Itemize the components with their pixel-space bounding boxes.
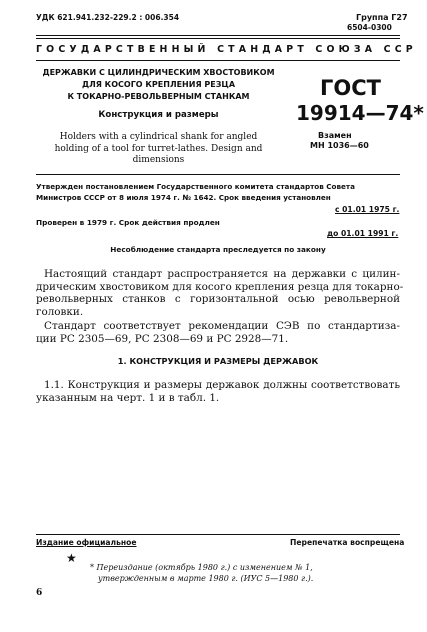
intro-paragraph-2 <box>36 320 400 345</box>
intro-p1-line-1: Настоящий стандарт распространяется на державки с цилин- <box>44 268 400 280</box>
state-standard-banner: ГОСУДАРСТВЕННЫЙ СТАНДАРТ СОЮЗА ССР <box>36 44 417 55</box>
approval-rule <box>36 174 400 175</box>
udk-code: УДК 621.941.232-229.2 : 006.354 <box>36 13 180 22</box>
star-icon: ★ <box>66 551 77 565</box>
replaces-code: МН 1036—60 <box>310 141 369 150</box>
banner-rule <box>36 60 400 61</box>
intro-p1-line-2: дрическим хвостовиком для косого крепления резца для токарно- <box>36 280 404 293</box>
title-ru-line-2: ДЛЯ КОСОГО КРЕПЛЕНИЯ РЕЗЦА <box>81 80 236 89</box>
top-rule-1 <box>36 35 400 36</box>
top-rule-2 <box>36 38 400 39</box>
date-extended: до 01.01 1991 г. <box>327 229 399 238</box>
gost-number: 19914—74* <box>296 101 424 125</box>
intro-p1-line-4: головки. <box>36 305 84 318</box>
date-introduced: с 01.01 1975 г. <box>335 205 400 214</box>
section-1-heading: 1. КОНСТРУКЦИЯ И РАЗМЕРЫ ДЕРЖАВОК <box>117 356 319 366</box>
title-ru-line-1: ДЕРЖАВКИ С ЦИЛИНДРИЧЕСКИМ ХВОСТОВИКОМ <box>42 68 275 77</box>
intro-p2-line-1: Стандарт соответствует рекомендации СЭВ по стандартиза- <box>44 320 400 332</box>
official-edition: Издание официальное <box>36 538 137 547</box>
group-code: Группа Г27 <box>356 13 408 22</box>
footnote-line-1: * Переиздание (октябрь 1980 г.) с изменением № 1, <box>90 563 313 572</box>
reprint-prohibited: Перепечатка воспрещена <box>290 538 405 547</box>
footer-rule <box>36 534 400 535</box>
title-en-line-1: Holders with a cylindrical shank for angled <box>59 132 258 142</box>
approval-line-2: Министров СССР от 8 июля 1974 г. № 1642. Срок введения установлен <box>36 193 331 202</box>
intro-p1-line-3: револьверных станков с горизонтальной осью револьверной <box>36 293 400 305</box>
title-en-line-2: holding of a tool for turret-lathes. Design and <box>54 144 263 154</box>
gost-label: ГОСТ <box>320 76 381 100</box>
okp-code: 6504-0300 <box>347 23 392 32</box>
replaces-label: Взамен <box>318 131 352 140</box>
section-1-line-2: указанным на черт. 1 и в табл. 1. <box>36 391 220 404</box>
checked-line: Проверен в 1979 г. Срок действия продлен <box>36 218 220 227</box>
title-en-line-3: dimensions <box>132 155 185 165</box>
approval-line-1: Утвержден постановлением Государственного комитета стандартов Совета <box>36 182 355 191</box>
title-ru-subtitle: Конструкция и размеры <box>98 110 219 120</box>
intro-paragraph-1 <box>36 268 404 318</box>
section-1-paragraph <box>36 379 400 404</box>
footnote-line-2: утвержденным в марте 1980 г. (ИУС 5—1980 г.). <box>98 574 314 583</box>
page-number: 6 <box>36 588 43 598</box>
law-warning: Несоблюдение стандарта преследуется по закону <box>110 245 326 254</box>
title-ru-line-3: К ТОКАРНО-РЕВОЛЬВЕРНЫМ СТАНКАМ <box>67 92 250 101</box>
intro-p2-line-2: ции РС 2305—69, РС 2308—69 и РС 2928—71. <box>36 332 289 345</box>
section-1-line-1: 1.1. Конструкция и размеры державок должны соответствовать <box>44 379 400 391</box>
